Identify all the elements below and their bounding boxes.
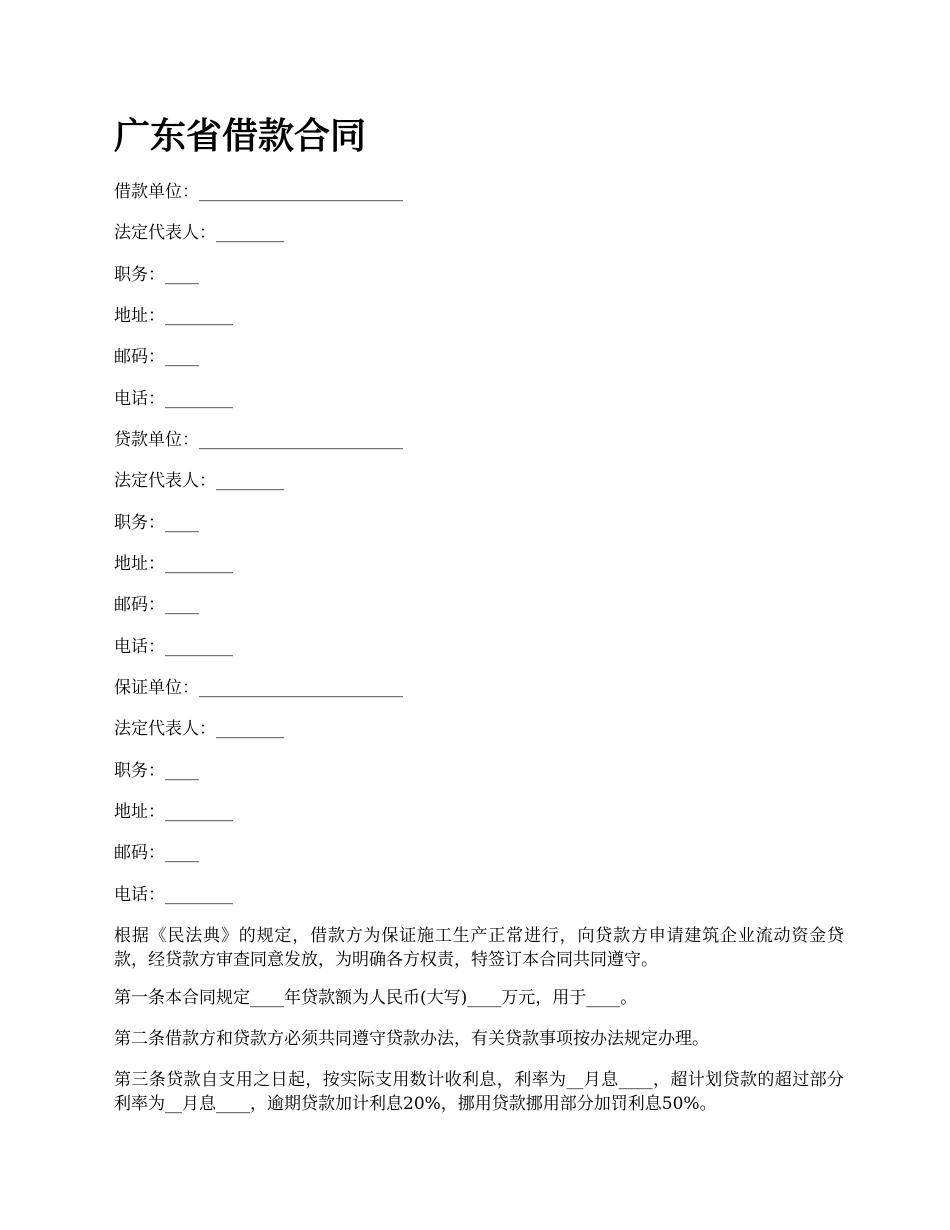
borrower-position-line: 职务：____ — [114, 265, 199, 285]
guarantor-position-line: 职务：____ — [114, 761, 199, 781]
guarantor-address-line: 地址：________ — [114, 802, 233, 822]
guarantor-postcode-line: 邮码：____ — [114, 843, 199, 863]
article-3-paragraph: 第三条贷款自支用之日起，按实际支用数计收利息，利率为__月息____，超计划贷款的超过部分利率为__月息____，逾期贷款加计利息20%，挪用贷款挪用部分加罚利息50%。 — [114, 1070, 844, 1114]
lender-phone-line: 电话：________ — [114, 637, 233, 657]
lender-legal-rep-line: 法定代表人：________ — [114, 471, 284, 491]
borrower-postcode-line: 邮码：____ — [114, 347, 199, 367]
lender-position-line: 职务：____ — [114, 513, 199, 533]
article-2-paragraph: 第二条借款方和贷款方必须共同遵守贷款办法，有关贷款事项按办法规定办理。 — [114, 1029, 709, 1049]
guarantor-unit-line: 保证单位：________________________ — [114, 678, 403, 698]
lender-unit-line: 贷款单位：________________________ — [114, 430, 403, 450]
guarantor-phone-line: 电话：________ — [114, 885, 233, 905]
guarantor-legal-rep-line: 法定代表人：________ — [114, 719, 284, 739]
lender-postcode-line: 邮码：____ — [114, 595, 199, 615]
borrower-phone-line: 电话：________ — [114, 389, 233, 409]
document-title: 广东省借款合同 — [114, 115, 367, 157]
lender-address-line: 地址：________ — [114, 554, 233, 574]
borrower-address-line: 地址：________ — [114, 306, 233, 326]
article-1-paragraph: 第一条本合同规定____年贷款额为人民币(大写)____万元，用于____。 — [114, 988, 638, 1008]
preamble-paragraph: 根据《民法典》的规定，借款方为保证施工生产正常进行，向贷款方申请建筑企业流动资金贷款，经贷款方审查同意发放，为明确各方权责，特签订本合同共同遵守。 — [114, 926, 844, 970]
borrower-legal-rep-line: 法定代表人：________ — [114, 223, 284, 243]
borrower-unit-line: 借款单位：________________________ — [114, 182, 403, 202]
